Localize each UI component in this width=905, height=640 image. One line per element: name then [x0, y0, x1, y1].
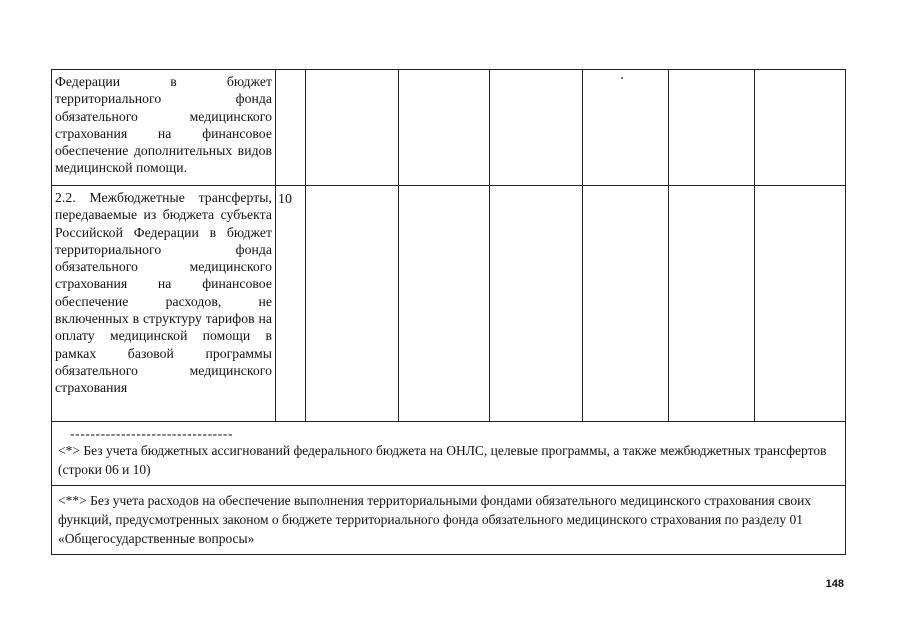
row-description: Федерации в бюджет территориального фонда обязательного медицинского страхования на финансовое обеспечение дополнительных видов медицинской помощи. [52, 70, 276, 186]
empty-cell [306, 70, 399, 186]
empty-cell [490, 70, 583, 186]
empty-cell [669, 70, 755, 186]
empty-cell [583, 186, 669, 422]
footnote-row [52, 486, 846, 555]
scan-speck [621, 77, 623, 79]
table-row [52, 70, 846, 186]
table-row [52, 186, 846, 422]
empty-cell [583, 70, 669, 186]
empty-cell [399, 70, 490, 186]
empty-cell [306, 186, 399, 422]
empty-cell [669, 186, 755, 422]
footnote-2-text: <**> Без учета расходов на обеспечение выполнения территориальными фондами обязательного медицинского страхования своих функций, предусмотренных законом о бюджете территориального фонда обязательного медицинского страхования по разделу 01 «Общегосударственные вопросы» [58, 493, 812, 546]
empty-cell [755, 186, 846, 422]
row-description: 2.2. Межбюджетные трансферты, передаваемые из бюджета субъекта Российской Федерации в бюджет территориального фонда обязательного медицинского страхования на финансовое обеспечение расходов, не включенных в структуру тарифов на оплату медицинской помощи в рамках базовой программы обязательного медицинского страхования [52, 186, 276, 422]
footnote-1 [52, 422, 846, 486]
row-code: 10 [276, 186, 306, 422]
budget-table [51, 69, 846, 555]
empty-cell [490, 186, 583, 422]
footnote-row [52, 422, 846, 486]
page-number: 148 [825, 578, 844, 590]
footnote-separator: -------------------------------- [70, 426, 234, 441]
empty-cell [399, 186, 490, 422]
footnote-1-text: <*> Без учета бюджетных ассигнований федерального бюджета на ОНЛС, целевые программы, а также межбюджетных трансфертов (строки 06 и 10) [58, 443, 827, 477]
empty-cell [755, 70, 846, 186]
footnote-2 [52, 486, 846, 555]
row-code [276, 70, 306, 186]
